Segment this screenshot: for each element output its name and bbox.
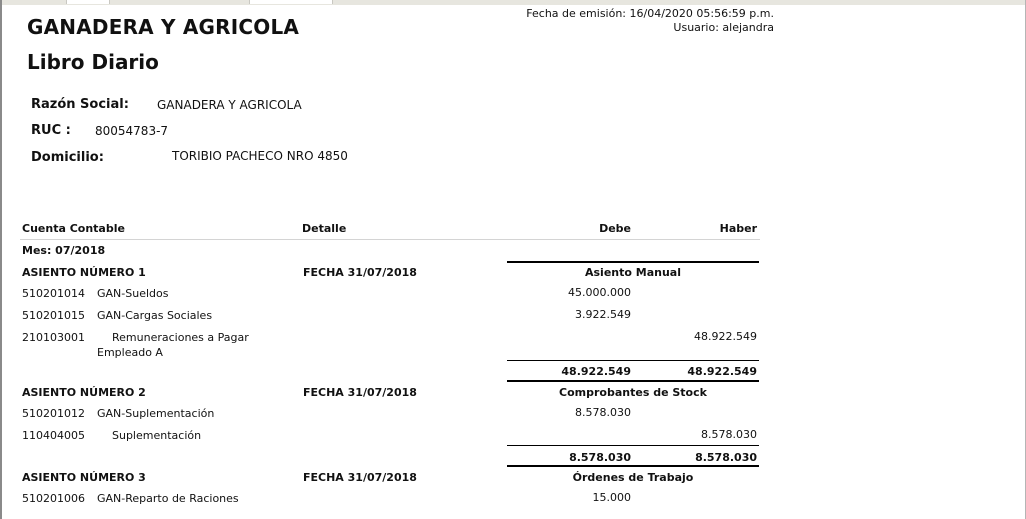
company-title: GANADERA Y AGRICOLA	[27, 15, 300, 39]
account-name-cont: Empleado A	[97, 346, 163, 359]
entry-rule	[507, 465, 759, 467]
domicilio-label: Domicilio:	[31, 150, 104, 165]
emission-date: Fecha de emisión: 16/04/2020 05:56:59 p.m.	[526, 7, 774, 20]
viewer-toolbar-strip	[0, 0, 1026, 5]
entry-date: FECHA 31/07/2018	[303, 471, 417, 484]
total-rule	[507, 360, 759, 361]
ruc-value: 80054783-7	[95, 124, 169, 138]
entry-rule	[507, 380, 759, 382]
month-label: Mes: 07/2018	[22, 244, 106, 257]
debe-value: 3.922.549	[575, 308, 631, 321]
user-label: Usuario: alejandra	[673, 21, 774, 34]
account-code: 110404005	[22, 429, 85, 442]
account-code: 510201006	[22, 492, 85, 505]
account-code: 510201014	[22, 287, 85, 300]
haber-value: 48.922.549	[694, 330, 757, 343]
entry-date: FECHA 31/07/2018	[303, 386, 417, 399]
razon-social-value: GANADERA Y AGRICOLA	[157, 98, 302, 112]
account-name: GAN-Cargas Sociales	[97, 309, 213, 322]
razon-social-label: Razón Social:	[31, 97, 129, 112]
account-name: GAN-Sueldos	[97, 287, 169, 300]
domicilio-value: TORIBIO PACHECO NRO 4850	[172, 149, 348, 163]
entry-type: Asiento Manual	[585, 266, 681, 279]
total-debe: 8.578.030	[569, 451, 631, 464]
col-header-detalle: Detalle	[302, 222, 347, 235]
account-code: 510201012	[22, 407, 85, 420]
total-haber: 48.922.549	[687, 365, 757, 378]
col-header-cuenta: Cuenta Contable	[22, 222, 125, 235]
total-rule	[507, 445, 759, 446]
entry-title: ASIENTO NÚMERO 1	[22, 266, 146, 279]
entry-type: Comprobantes de Stock	[559, 386, 707, 399]
account-code: 210103001	[22, 331, 85, 344]
account-name: Suplementación	[112, 429, 202, 442]
ruc-label: RUC :	[31, 123, 71, 138]
total-haber: 8.578.030	[695, 451, 757, 464]
account-name: GAN-Reparto de Raciones	[97, 492, 239, 505]
account-name: Remuneraciones a Pagar	[112, 331, 249, 344]
entry-title: ASIENTO NÚMERO 3	[22, 471, 146, 484]
col-header-haber: Haber	[719, 222, 757, 235]
entry-type: Órdenes de Trabajo	[572, 471, 694, 484]
entry-title: ASIENTO NÚMERO 2	[22, 386, 146, 399]
header-divider	[20, 239, 760, 240]
account-name: GAN-Suplementación	[97, 407, 215, 420]
entry-date: FECHA 31/07/2018	[303, 266, 417, 279]
viewer-tab[interactable]	[249, 0, 333, 4]
account-code: 510201015	[22, 309, 85, 322]
viewer-tab[interactable]	[66, 0, 110, 4]
report-title: Libro Diario	[27, 50, 159, 74]
debe-value: 8.578.030	[575, 406, 631, 419]
debe-value: 15.000	[592, 491, 631, 504]
debe-value: 45.000.000	[568, 286, 631, 299]
haber-value: 8.578.030	[701, 428, 757, 441]
col-header-debe: Debe	[599, 222, 631, 235]
entry-rule	[507, 261, 759, 263]
total-debe: 48.922.549	[561, 365, 631, 378]
page-left-border	[0, 0, 2, 519]
